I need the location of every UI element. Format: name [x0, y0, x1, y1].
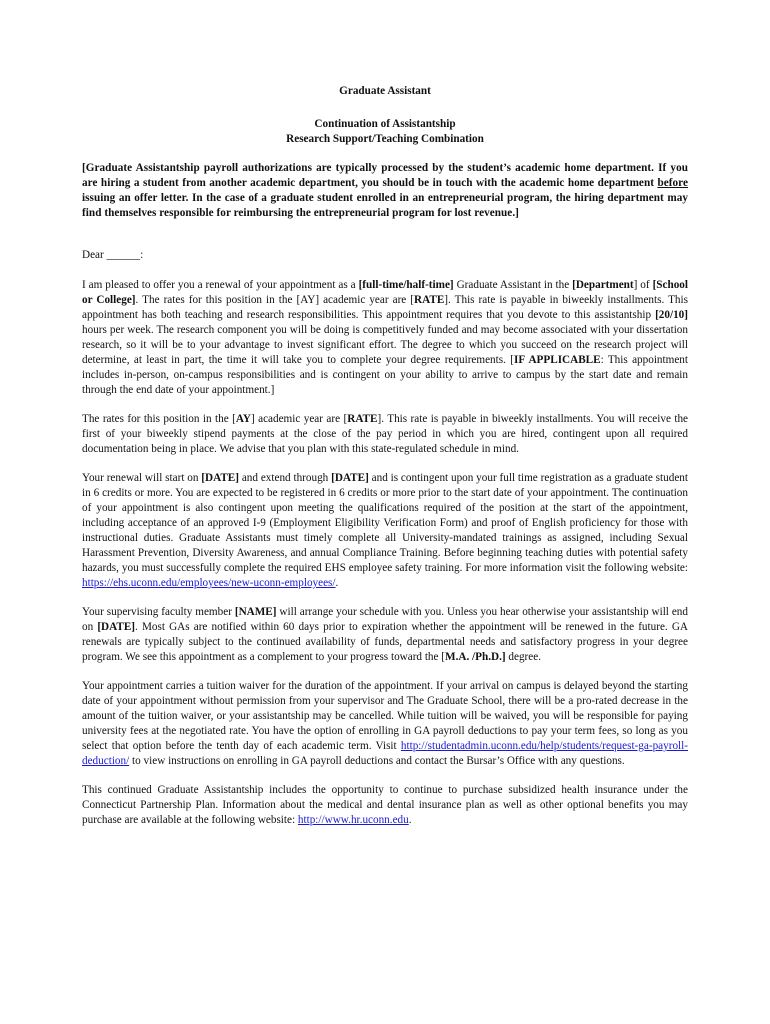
text: hours per week. The research component you will be doing is competitively funded and may become associated with your dissertation research, so it will be to your advantage to invest significant effort. The degree to which you succeed on the research project will determine, at least in part, the time it will take you to complete your degree requirements. [: [82, 324, 688, 366]
greeting: Dear ______:: [82, 249, 144, 261]
placeholder: [full-time/half-time]: [358, 279, 454, 291]
text: will arrange your schedule with you. Unless you hear otherwise your assistantship will end on: [82, 606, 688, 633]
placeholder: [School or College]: [82, 279, 688, 306]
paragraph-supervisor: [82, 605, 688, 665]
text: This continued Graduate Assistantship includes the opportunity to continue to purchase subsidized health insurance under the Connecticut Partnership Plan. Information about the medical and dental insurance plan as well as other optional benefits you may purchase are available at the following website:: [82, 784, 688, 826]
text: : This appointment includes in-person, on-campus responsibilities and is contingent on your ability to arrive to campus by the start date and remain through the end date of your appointment.]: [82, 354, 688, 396]
placeholder: [Department: [572, 279, 634, 291]
text: and extend through: [239, 472, 332, 484]
text: . Most GAs are notified within 60 days prior to expiration whether the appointment will be renewed in the future. GA renewals are typically subject to the continued availability of funds, departmental needs and satisfactory progress in your degree program. We see this appointment as a complement to your progress toward the [: [82, 621, 689, 663]
placeholder: [DATE]: [331, 472, 369, 484]
text: . The rates for this position in the [AY] academic year are [: [135, 294, 415, 306]
text: to view instructions on enrolling in GA payroll deductions and contact the Bursar’s Office with any questions.: [129, 755, 625, 767]
placeholder: IF APPLICABLE: [513, 354, 601, 366]
paragraph-insurance: [82, 783, 688, 828]
document-title: Graduate Assistant: [339, 85, 431, 97]
text: ] academic year are [: [250, 413, 348, 425]
note-text-a: [Graduate Assistantship payroll authorizations are typically processed by the student’s academic home department. If you are hiring a student from another academic department, you should be in touch with the academic home department: [82, 162, 688, 189]
text: Your renewal will start on: [82, 472, 202, 484]
payroll-deduction-link[interactable]: http://studentadmin.uconn.edu/help/students/request-ga-payroll-deduction/: [82, 740, 688, 767]
text: Your appointment carries a tuition waiver for the duration of the appointment. If your arrival on campus is delayed beyond the starting date of your appointment without permission from your supervisor and The Graduate School, there will be a pro-rated decrease in the amount of the tuition waiver, or your assistantship may be cancelled. While tuition will be waived, you will be responsible for paying university fees at the negotiated rate. You have the option of enrolling in GA payroll deductions to pay your term fees, so long as you select that option before the tenth day of each academic term. Visit: [82, 680, 688, 752]
text: .: [408, 814, 412, 826]
text: .: [335, 577, 339, 589]
text: Your supervising faculty member: [82, 606, 235, 618]
text: degree.: [505, 651, 542, 663]
paragraph-tuition: [82, 679, 688, 769]
text: ]. This rate is payable in biweekly installments. You will receive the first of your biweekly stipend payments at the close of the pay period in which you are hired, contingent upon all required documentation being in place. We advise that you plan with this state-regulated schedule in mind.: [82, 413, 689, 455]
text: The rates for this position in the [: [82, 413, 236, 425]
placeholder: [20/10]: [655, 309, 688, 321]
text: ] of: [633, 279, 653, 291]
payroll-note: [82, 161, 688, 221]
ehs-link[interactable]: https://ehs.uconn.edu/employees/new-uconn-employees/: [82, 577, 336, 589]
paragraph-renewal: [82, 471, 688, 591]
paragraph-rates: [82, 412, 688, 457]
text: I am pleased to offer you a renewal of your appointment as a: [82, 279, 359, 291]
placeholder: [DATE]: [201, 472, 239, 484]
placeholder: M.A. /Ph.D.]: [445, 651, 506, 663]
document-subtitle-2: Research Support/Teaching Combination: [286, 133, 484, 145]
hr-link[interactable]: http://www.hr.uconn.edu: [297, 814, 409, 826]
text: and is contingent upon your full time registration as a graduate student in 6 credits or more. You are expected to be registered in 6 credits or more prior to the start date of your appointment. The continuation of your appointment is also contingent upon meeting the qualifications required of the position at the start of the appointment, including acceptance of an approved I-9 (Employment Eligibility Verification Form) and proof of English proficiency for those with instructional duties. Graduate Assistants must timely complete all University-mandated trainings as assigned, including Sexual Harassment Prevention, Diversity Awareness, and annual Compliance Training. Before beginning teaching duties with potential safety hazards, you must successfully complete the required EHS employee safety training. For more information visit the following website:: [82, 472, 688, 574]
document-subtitle: Continuation of Assistantship: [314, 118, 456, 130]
placeholder: RATE: [347, 413, 378, 425]
note-text-b: issuing an offer letter. In the case of a graduate student enrolled in an entrepreneurial program, the hiring department may find themselves responsible for reimbursing the entrepreneurial program for lost revenue.]: [82, 192, 688, 219]
note-underlined-word: before: [657, 177, 688, 189]
text: Graduate Assistant in the: [453, 279, 573, 291]
placeholder: RATE: [414, 294, 445, 306]
placeholder: [DATE]: [97, 621, 136, 633]
text: ]. This rate is payable in biweekly installments. This appointment has both teaching and research responsibilities. This appointment requires that you devote to this assistantship: [82, 294, 688, 321]
paragraph-appointment: [82, 278, 688, 398]
placeholder: AY: [235, 413, 251, 425]
placeholder: [NAME]: [234, 606, 277, 618]
